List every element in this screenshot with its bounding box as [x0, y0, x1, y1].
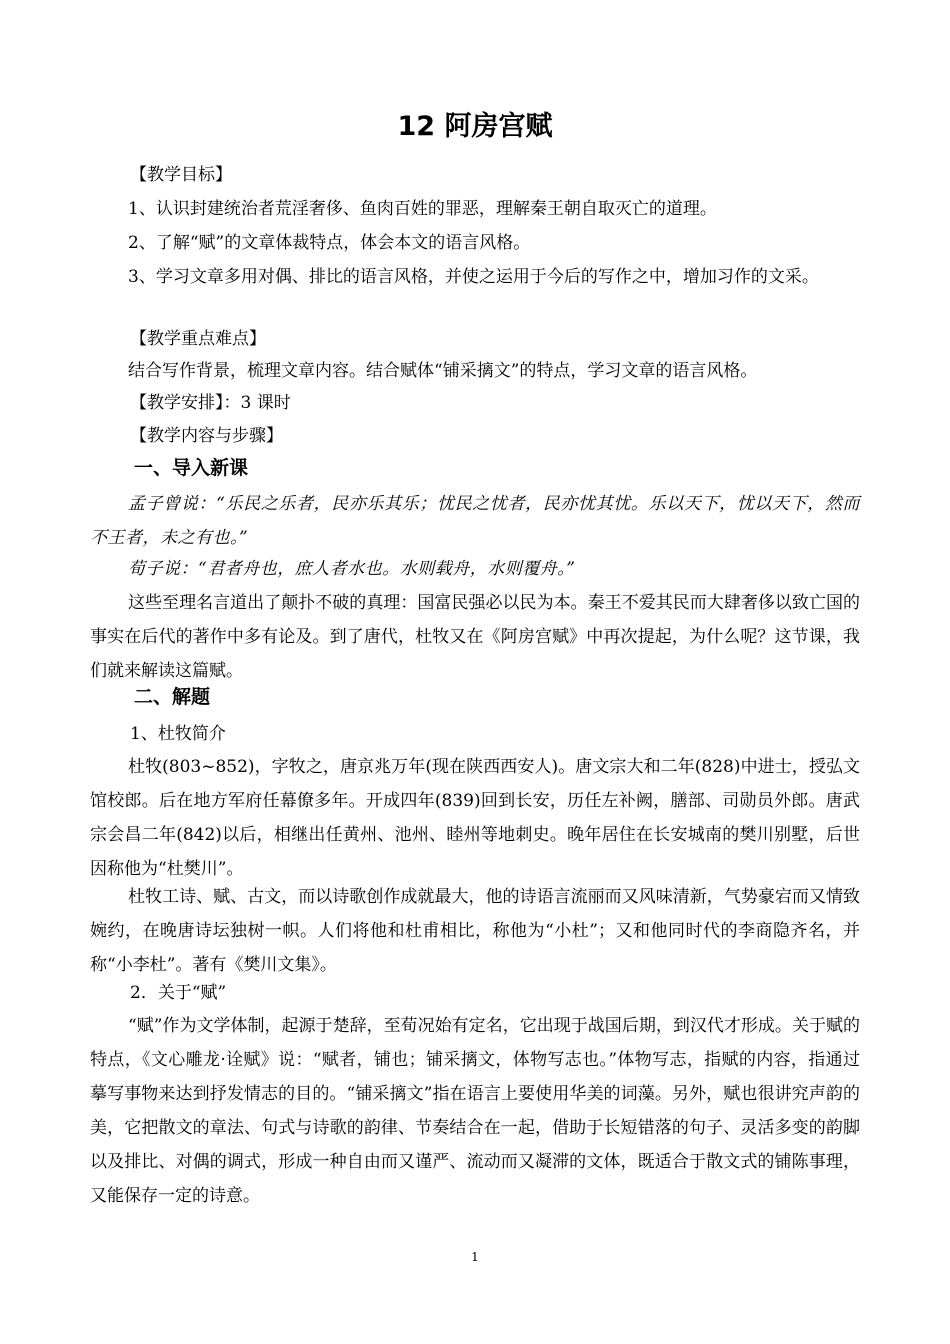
goal-1: 1、认识封建统治者荒淫奢侈、鱼肉百姓的罪恶，理解秦王朝自取灭亡的道理。 [128, 199, 717, 219]
dumu-paragraph-1: 杜牧(803~852)，字牧之，唐京兆万年(现在陕西西安人)。唐文宗大和二年(828)中进士，授弘文馆校郎。后在地方军府任幕僚多年。开成四年(839)回到长安，历任左补阙，膳部、司勋员外郎。唐武宗会昌二年(842)以后，相继出任黄州、池州、睦州等地刺史。晚年居住在长安城南的樊川别墅，后世因称他为“杜樊川”。 [90, 757, 860, 879]
page-number: 1 [471, 1250, 479, 1264]
goal-3: 3、学习文章多用对偶、排比的语言风格，并使之运用于今后的写作之中，增加习作的文采。 [128, 267, 819, 287]
dumu-paragraph-2: 杜牧工诗、赋、古文，而以诗歌创作成就最大，他的诗语言流丽而又风味清新，气势豪宕而又情致婉约，在晚唐诗坛独树一帜。人们将他和杜甫相比，称他为“小杜”；又和他同时代的李商隐齐名，并称“小李杜”。著有《樊川文集》。 [90, 887, 860, 975]
subheading-fu: 2．关于“赋” [130, 983, 227, 1003]
key-points-label: 【教学重点难点】 [130, 329, 266, 349]
teaching-goals-label: 【教学目标】 [130, 165, 232, 185]
key-points-text: 结合写作背景，梳理文章内容。结合赋体“铺采摛文”的特点，学习文章的语言风格。 [128, 361, 758, 381]
document-title: 12 阿房宫赋 [397, 111, 553, 142]
subheading-dumu: 1、杜牧简介 [130, 724, 226, 744]
section-heading-explain: 二、解题 [134, 686, 211, 708]
xunzi-quote: 荀子说：“君者舟也，庶人者水也。水则载舟，水则覆舟。” [128, 559, 576, 579]
mencius-quote: 孟子曾说：“乐民之乐者，民亦乐其乐；忧民之忧者，民亦忧其忧。乐以天下，忧以天下，然而不王者，未之有也。” [90, 494, 860, 548]
schedule-line: 【教学安排】：3 课时 [130, 393, 291, 413]
goal-2: 2、了解“赋”的文章体裁特点，体会本文的语言风格。 [128, 233, 531, 253]
fu-paragraph: “赋”作为文学体制，起源于楚辞，至荀况始有定名，它出现于战国后期，到汉代才形成。关于赋的特点，《文心雕龙·诠赋》说：“赋者，铺也；铺采摛文，体物写志也。”体物写志，指赋的内容，指通过摹写事物来达到抒发情志的目的。“铺采摛文”指在语言上要使用华美的词藻。另外，赋也很讲究声韵的美，它把散文的章法、句式与诗歌的韵律、节奏结合在一起，借助于长短错落的句子、灵活多变的韵脚以及排比、对偶的调式，形成一种自由而又谨严、流动而又凝滞的文体，既适合于散文式的铺陈事理，又能保存一定的诗意。 [90, 1016, 860, 1206]
intro-paragraph: 这些至理名言道出了颠扑不破的真理：国富民强必以民为本。秦王不爱其民而大肆奢侈以致亡国的事实在后代的著作中多有论及。到了唐代，杜牧又在《阿房宫赋》中再次提起，为什么呢？这节课，我们就来解读这篇赋。 [90, 593, 860, 681]
steps-label: 【教学内容与步骤】 [130, 426, 283, 446]
section-heading-intro: 一、导入新课 [134, 457, 249, 479]
